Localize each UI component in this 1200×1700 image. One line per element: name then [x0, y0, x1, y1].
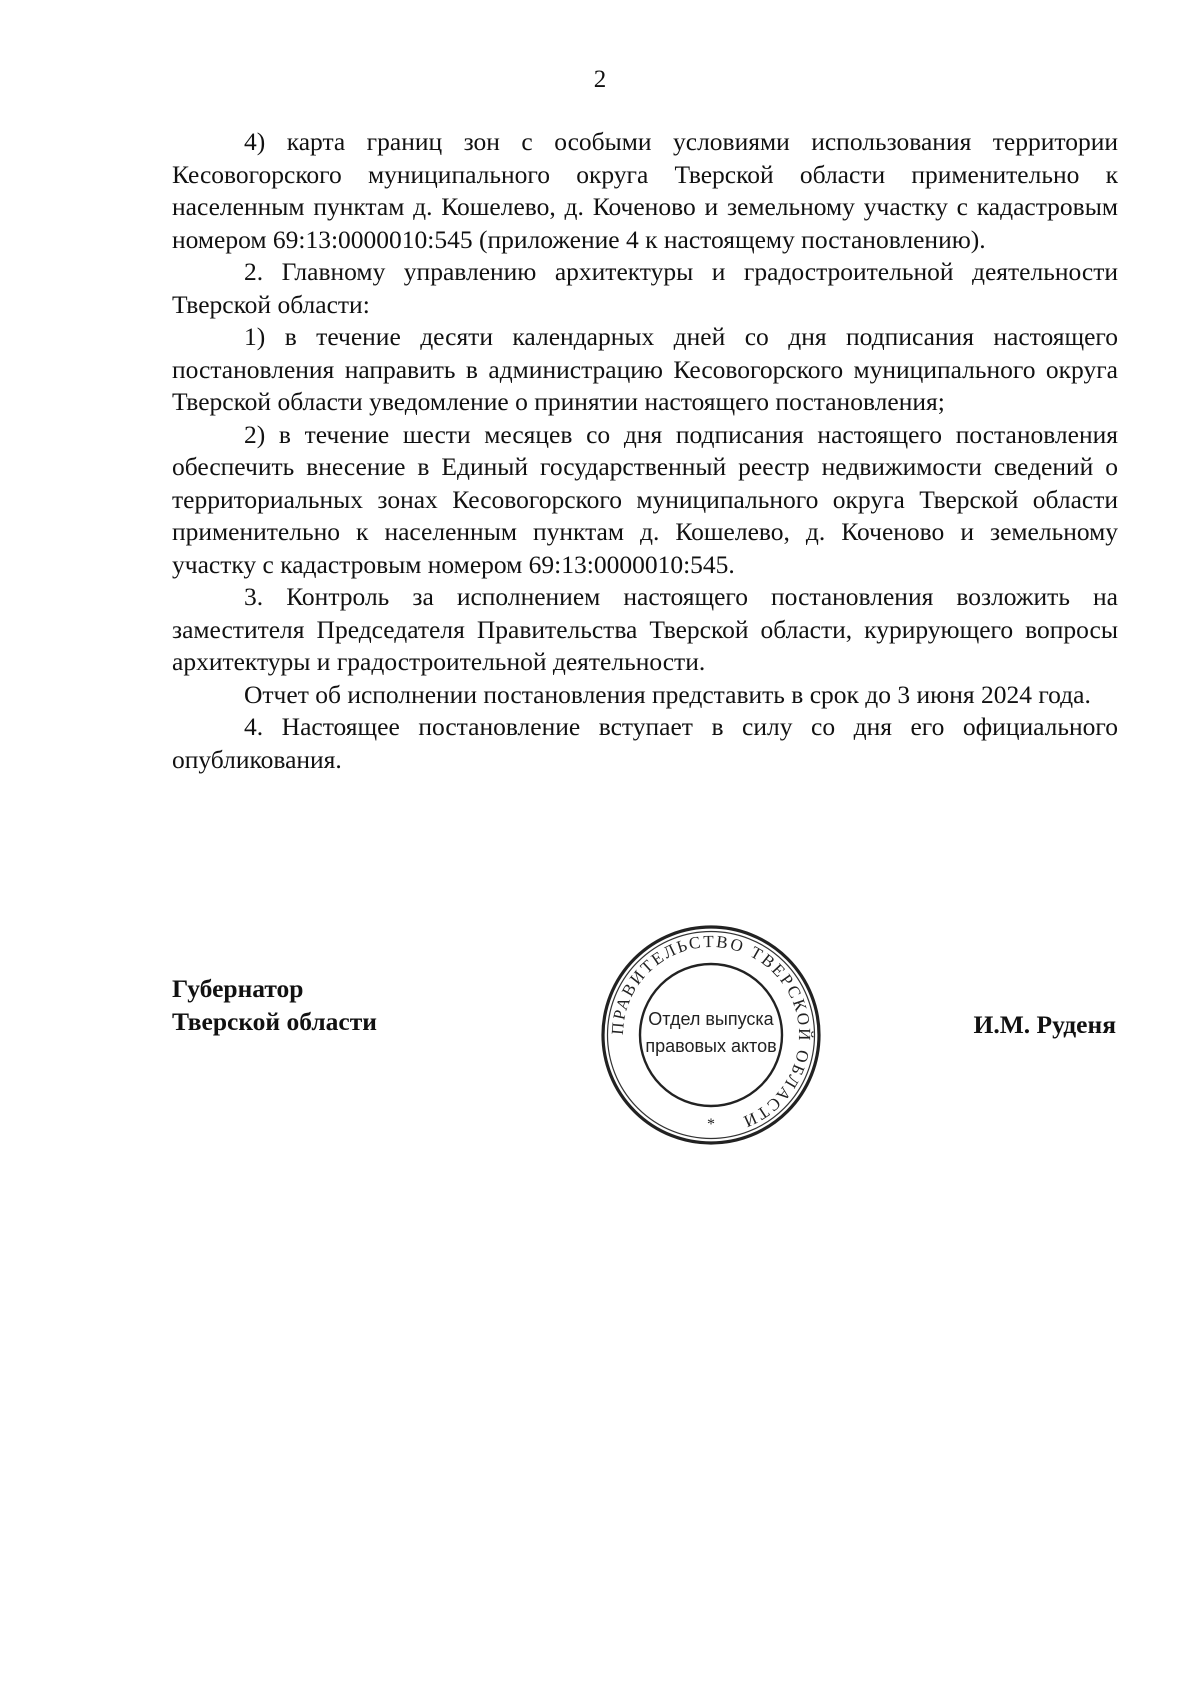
signatory-position	[172, 972, 377, 1038]
signatory-position-line1: Губернатор	[172, 974, 304, 1003]
paragraph-subclause-2: 2) в течение шести месяцев со дня подписания настоящего постановления обеспечить внесение в Единый государственный реестр недвижимости сведений о территориальных зонах Кесовогорского муниципального округа Тверской области применительно к населенным пунктам д. Кошелево, д. Коченово и земельному участку с кадастровым номером 69:13:0000010:545.	[172, 419, 1118, 579]
signatory-position-line2: Тверской области	[172, 1007, 377, 1036]
paragraph-report-deadline: Отчет об исполнении постановления представить в срок до 3 июня 2024 года.	[244, 679, 1091, 709]
paragraph-clause-4: 4. Настоящее постановление вступает в силу со дня его официального опубликования.	[172, 712, 1118, 774]
paragraph-clause-3: 3. Контроль за исполнением настоящего постановления возложить на заместителя Председателя Правительства Тверской области, курирующего вопросы архитектуры и градостроительной деятельности.	[172, 582, 1118, 676]
paragraph-clause-2: 2. Главному управлению архитектуры и градостроительной деятельности Тверской области:	[172, 257, 1118, 319]
seal-center-line2: правовых актов	[645, 1036, 777, 1056]
paragraph-subclause-1: 1) в течение десяти календарных дней со дня подписания настоящего постановления направить в администрацию Кесовогорского муниципального округа Тверской области уведомление о принятии настоящего постановления;	[172, 322, 1118, 416]
signatory-name: И.М. Руденя	[973, 1010, 1116, 1039]
document-body	[172, 126, 1118, 776]
seal-center-line1: Отдел выпуска	[648, 1009, 774, 1029]
seal-ring-text: ПРАВИТЕЛЬСТВО ТВЕРСКОЙ ОБЛАСТИ	[607, 931, 815, 1132]
page-number: 2	[593, 66, 607, 93]
paragraph-item-4-map: 4) карта границ зон с особыми условиями использования территории Кесовогорского муниципального округа Тверской области применительно к населенным пунктам д. Кошелево, д. Коченово и земельному участку с кадастровым номером 69:13:0000010:545 (приложение 4 к настоящему постановлению).	[172, 127, 1118, 254]
official-seal-stamp	[598, 924, 824, 1146]
seal-star-icon: *	[707, 1116, 715, 1133]
seal-graphic	[598, 924, 824, 1146]
